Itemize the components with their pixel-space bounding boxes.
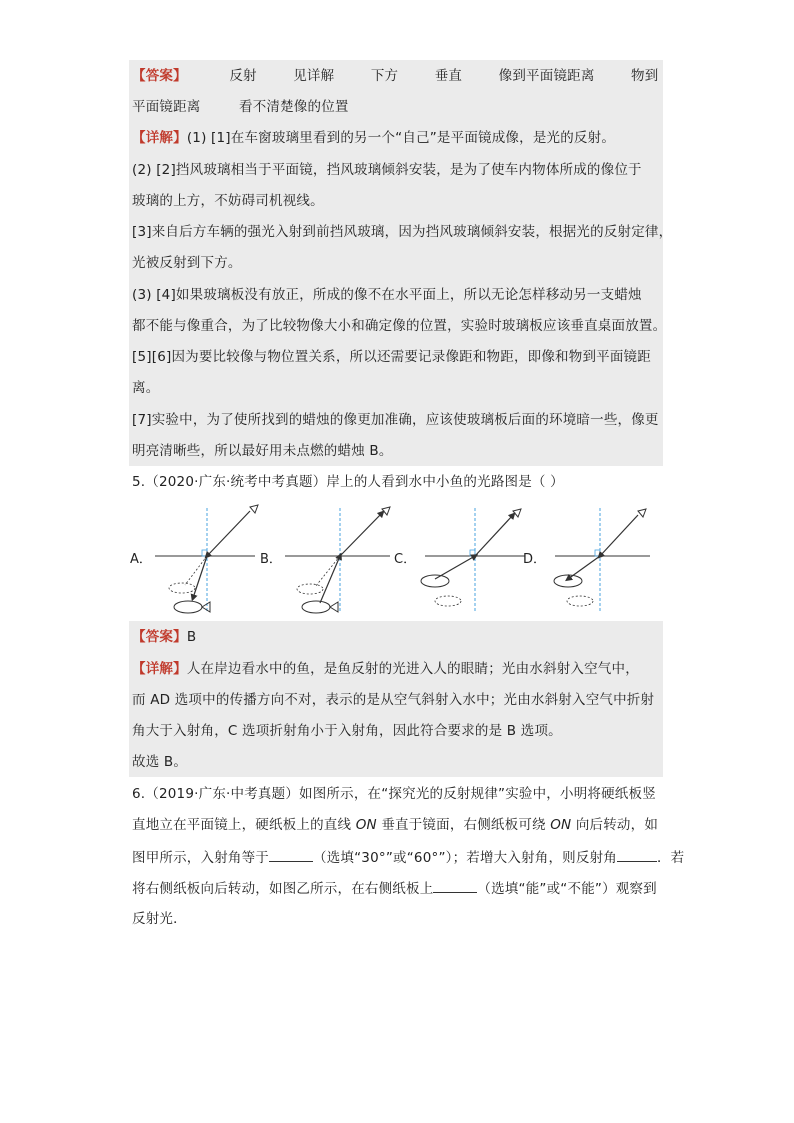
- question-6-line: [132, 847, 685, 868]
- q5-detail-label: 【详解】: [132, 661, 187, 677]
- q6-on-label: ON: [355, 817, 377, 833]
- answer-line-2: [132, 97, 662, 117]
- q5-detail-line: [132, 659, 662, 679]
- question-6-line: 反射光．: [132, 911, 187, 927]
- detail-line: (2) [2]挡风玻璃相当于平面镜，挡风玻璃倾斜安装，是为了使车内物体所成的像位于: [132, 162, 642, 178]
- q6-on-label: ON: [550, 817, 572, 833]
- question-5-text: 5.（2020·广东·统考中考真题）岸上的人看到水中小鱼的光路图是（ ）: [132, 474, 564, 490]
- q6-text: 直地立在平面镜上，硬纸板上的直线: [132, 817, 356, 833]
- detail-line: 都不能与像重合，为了比较物像大小和确定像的位置，实验时玻璃板应该垂直桌面放置。: [132, 318, 667, 334]
- fish-image-icon: [567, 596, 593, 606]
- q6-text: 垂直于镜面，右侧纸板可绕: [376, 817, 551, 833]
- question-6-line: [132, 878, 662, 899]
- fish-icon: [302, 601, 330, 613]
- option-c-label: C．: [394, 552, 417, 567]
- option-a-label: A．: [130, 552, 152, 567]
- detail-label: 【详解】: [132, 130, 187, 146]
- q5-detail-text: 人在岸边看水中的鱼，是鱼反射的光进入人的眼睛；光由水斜射入空气中，: [186, 661, 639, 677]
- option-d-label: D．: [523, 552, 547, 567]
- fish-icon: [421, 575, 449, 587]
- q5-answer-label: 【答案】: [132, 629, 187, 645]
- answer-item: 物到: [631, 68, 659, 84]
- q6-text: （选填“能”或“不能”）观察到: [477, 881, 657, 897]
- q5-answer-line: [132, 627, 662, 647]
- fish-image-icon: [169, 583, 195, 593]
- detail-line: (3) [4]如果玻璃板没有放正，所成的像不在水平面上，所以无论怎样移动另一支蜡烛: [132, 287, 642, 303]
- fill-blank-2[interactable]: [617, 847, 657, 862]
- detail-text: (1) [1]在车窗玻璃里看到的另一个“自己”是平面镜成像，是光的反射。: [186, 130, 616, 146]
- fish-icon: [554, 575, 582, 587]
- option-a-diagram: [130, 505, 258, 613]
- detail-line: 明亮清晰些，所以最好用未点燃的蜡烛 B。: [132, 443, 393, 459]
- detail-line: 光被反射到下方。: [132, 255, 242, 271]
- answer-item: 平面镜距离: [132, 99, 201, 115]
- detail-line: [132, 128, 662, 148]
- q6-text: 将右侧纸板向后转动，如图乙所示，在右侧纸板上: [132, 881, 434, 897]
- q6-text: 图甲所示，入射角等于: [132, 850, 269, 866]
- detail-line: [5][6]因为要比较像与物位置关系，所以还需要记录像距和物距，即像和物到平面镜距: [132, 349, 651, 365]
- answer-item: 见详解: [293, 68, 335, 84]
- q5-detail-line: 而 AD 选项中的传播方向不对，表示的是从空气斜射入水中；光由水斜射入空气中折射: [132, 692, 655, 708]
- answer-item: 看不清楚像的位置: [239, 99, 349, 115]
- detail-line: [7]实验中，为了使所找到的蜡烛的像更加准确，应该使玻璃板后面的环境暗一些，像更: [132, 412, 659, 428]
- q6-text: （选填“30°”或“60°”）；若增大入射角，则反射角: [313, 850, 617, 866]
- fill-blank-1[interactable]: [269, 847, 313, 862]
- detail-line: 离。: [132, 380, 160, 396]
- fish-image-icon: [435, 596, 461, 606]
- detail-line: [3]来自后方车辆的强光入射到前挡风玻璃，因为挡风玻璃倾斜安装，根据光的反射定律，: [132, 224, 673, 240]
- q5-answer-value: B: [186, 629, 197, 645]
- answer-item: 垂直: [434, 68, 463, 84]
- answer-item: 像到平面镜距离: [498, 68, 595, 84]
- q5-detail-line: 故选 B。: [132, 754, 188, 770]
- fish-icon: [174, 601, 202, 613]
- option-d-diagram: [523, 508, 650, 613]
- q5-options-diagram: [130, 503, 660, 618]
- answer-item: 反射: [229, 68, 257, 84]
- q5-detail-line: 角大于入射角，C 选项折射角小于入射角，因此符合要求的是 B 选项。: [132, 723, 562, 739]
- question-6-line: 6.（2019·广东·中考真题）如图所示，在“探究光的反射规律”实验中，小明将硬纸板竖: [132, 786, 656, 802]
- option-c-diagram: [394, 508, 525, 613]
- fill-blank-3[interactable]: [433, 878, 477, 893]
- answer-label: 【答案】: [132, 68, 187, 84]
- detail-line: 玻璃的上方，不妨碍司机视线。: [132, 193, 324, 209]
- q6-text: 向后转动，如: [571, 817, 659, 833]
- question-6-line: [132, 815, 662, 835]
- answer-item: 下方: [370, 68, 399, 84]
- option-b-diagram: [260, 507, 390, 613]
- option-b-label: B．: [260, 552, 282, 567]
- q6-text: ．若: [656, 850, 685, 866]
- answer-line-1: [132, 66, 662, 86]
- fish-image-icon: [297, 584, 323, 594]
